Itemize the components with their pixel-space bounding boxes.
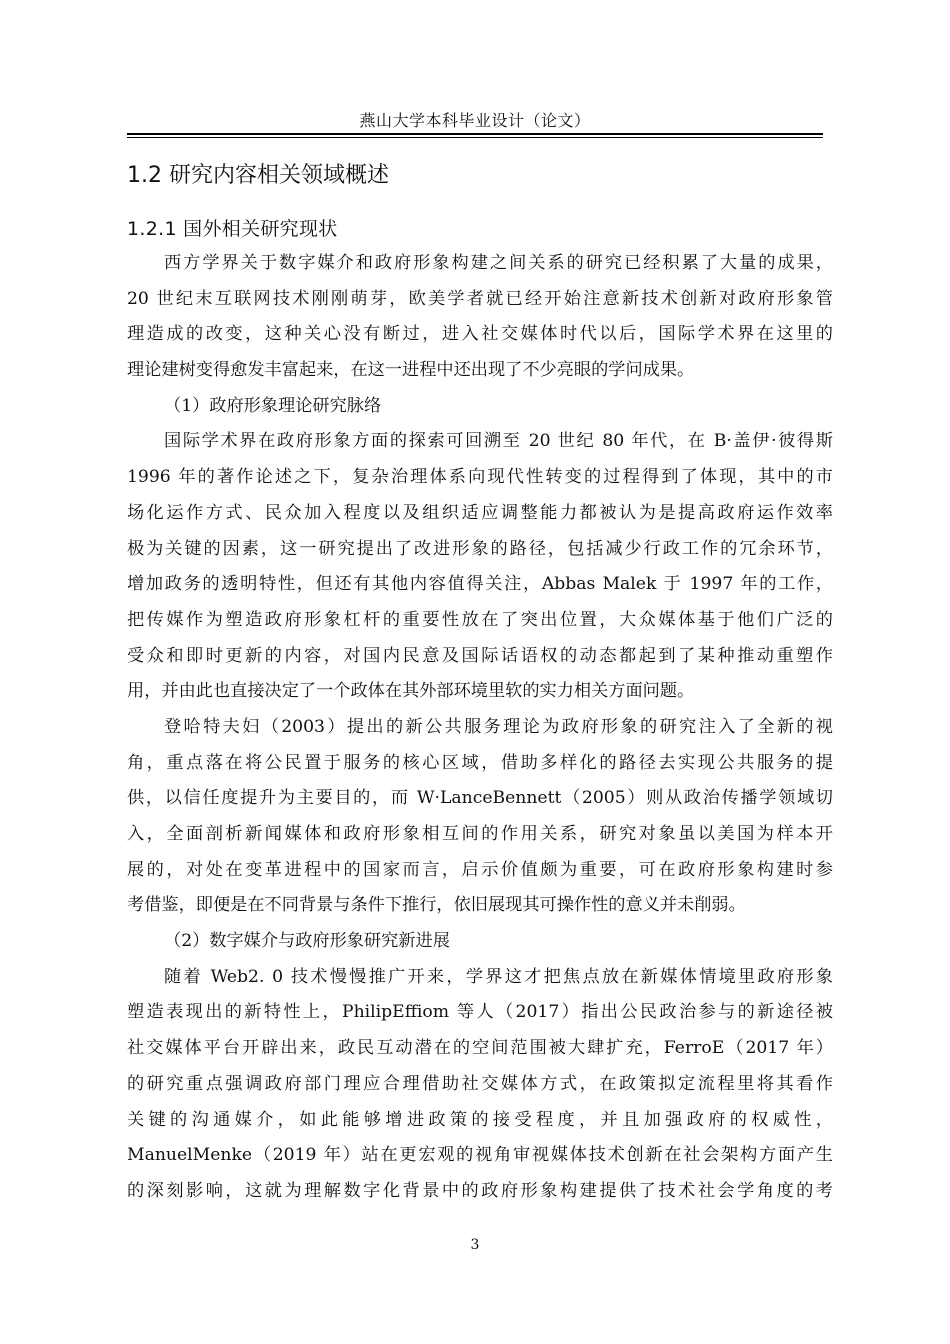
text-line: 1996 年的著作论述之下，复杂治理体系向现代性转变的过程得到了体现，其中的市	[127, 467, 833, 488]
text-line: 场化运作方式、民众加入程度以及组织适应调整能力都被认为是提高政府运作效率	[127, 502, 833, 523]
text-line: 角，重点落在将公民置于服务的核心区域，借助多样化的路径去实现公共服务的提	[127, 752, 833, 773]
list-heading: （1）政府形象理论研究脉络	[164, 395, 382, 416]
text-line: 关键的沟通媒介，如此能够增进政策的接受程度，并且加强政府的权威性，	[127, 1109, 833, 1130]
page-header: 燕山大学本科毕业设计（论文）	[359, 111, 591, 130]
text-line: 用，并由此也直接决定了一个政体在其外部环境里软的实力相关方面问题。	[127, 681, 695, 702]
text-line: 供，以信任度提升为主要目的，而 W·LanceBennett（2005）则从政治传播学领域切	[127, 788, 833, 809]
text-line: 考借鉴，即便是在不同背景与条件下推行，依旧展现其可操作性的意义并未削弱。	[127, 895, 746, 916]
text-line: 受众和即时更新的内容，对国内民意及国际话语权的动态都起到了某种推动重塑作	[127, 645, 833, 666]
text-line: 的深刻影响，这就为理解数字化背景中的政府形象构建提供了技术社会学角度的考	[127, 1180, 833, 1201]
text-line: ManuelMenke（2019 年）站在更宏观的视角审视媒体技术创新在社会架构方面产生	[127, 1145, 833, 1166]
text-line: 随着 Web2. 0 技术慢慢推广开来，学界这才把焦点放在新媒体情境里政府形象	[164, 966, 833, 987]
text-line: 塑造表现出的新特性上，PhilipEffiom 等人（2017）指出公民政治参与的新途径被	[127, 1002, 833, 1023]
text-line: 入，全面剖析新闻媒体和政府形象相互间的作用关系，研究对象虽以美国为样本开	[127, 824, 833, 844]
text-line: 展的，对处在变革进程中的国家而言，启示价值颇为重要，可在政府形象构建时参	[127, 859, 833, 880]
text-line: 的研究重点强调政府部门理应合理借助社交媒体方式，在政策拟定流程里将其看作	[127, 1073, 833, 1094]
page-number: 3	[470, 1237, 480, 1253]
text-line: 增加政务的透明特性，但还有其他内容值得关注，Abbas Malek 于 1997 年的工作，	[127, 574, 833, 595]
text-line: 西方学界关于数字媒介和政府形象构建之间关系的研究已经积累了大量的成果，	[164, 253, 833, 273]
text-line: 极为关键的因素，这一研究提出了改进形象的路径，包括减少行政工作的冗余环节，	[127, 538, 833, 559]
text-line: 把传媒作为塑造政府形象杠杆的重要性放在了突出位置，大众媒体基于他们广泛的	[127, 609, 833, 630]
body-text	[127, 246, 833, 1210]
text-line: 登哈特夫妇（2003）提出的新公共服务理论为政府形象的研究注入了全新的视	[164, 716, 833, 737]
list-heading: （2）数字媒介与政府形象研究新进展	[164, 931, 450, 952]
text-line: 理论建树变得愈发丰富起来，在这一进程中还出现了不少亮眼的学问成果。	[127, 360, 695, 381]
text-line: 国际学术界在政府形象方面的探索可回溯至 20 世纪 80 年代，在 B·盖伊·彼得斯	[164, 431, 833, 452]
section-heading: 1.2 研究内容相关领域概述	[127, 163, 389, 188]
subsection-heading: 1.2.1 国外相关研究现状	[127, 218, 338, 240]
header-rule-thin	[127, 137, 823, 138]
header-rule	[127, 133, 823, 135]
text-line: 社交媒体平台开辟出来，政民互动潜在的空间范围被大肆扩充，FerroE（2017 年）	[127, 1038, 833, 1059]
text-line: 理造成的改变，这种关心没有断过，进入社交媒体时代以后，国际学术界在这里的	[127, 324, 833, 345]
text-line: 20 世纪末互联网技术刚刚萌芽，欧美学者就已经开始注意新技术创新对政府形象管	[127, 288, 833, 309]
